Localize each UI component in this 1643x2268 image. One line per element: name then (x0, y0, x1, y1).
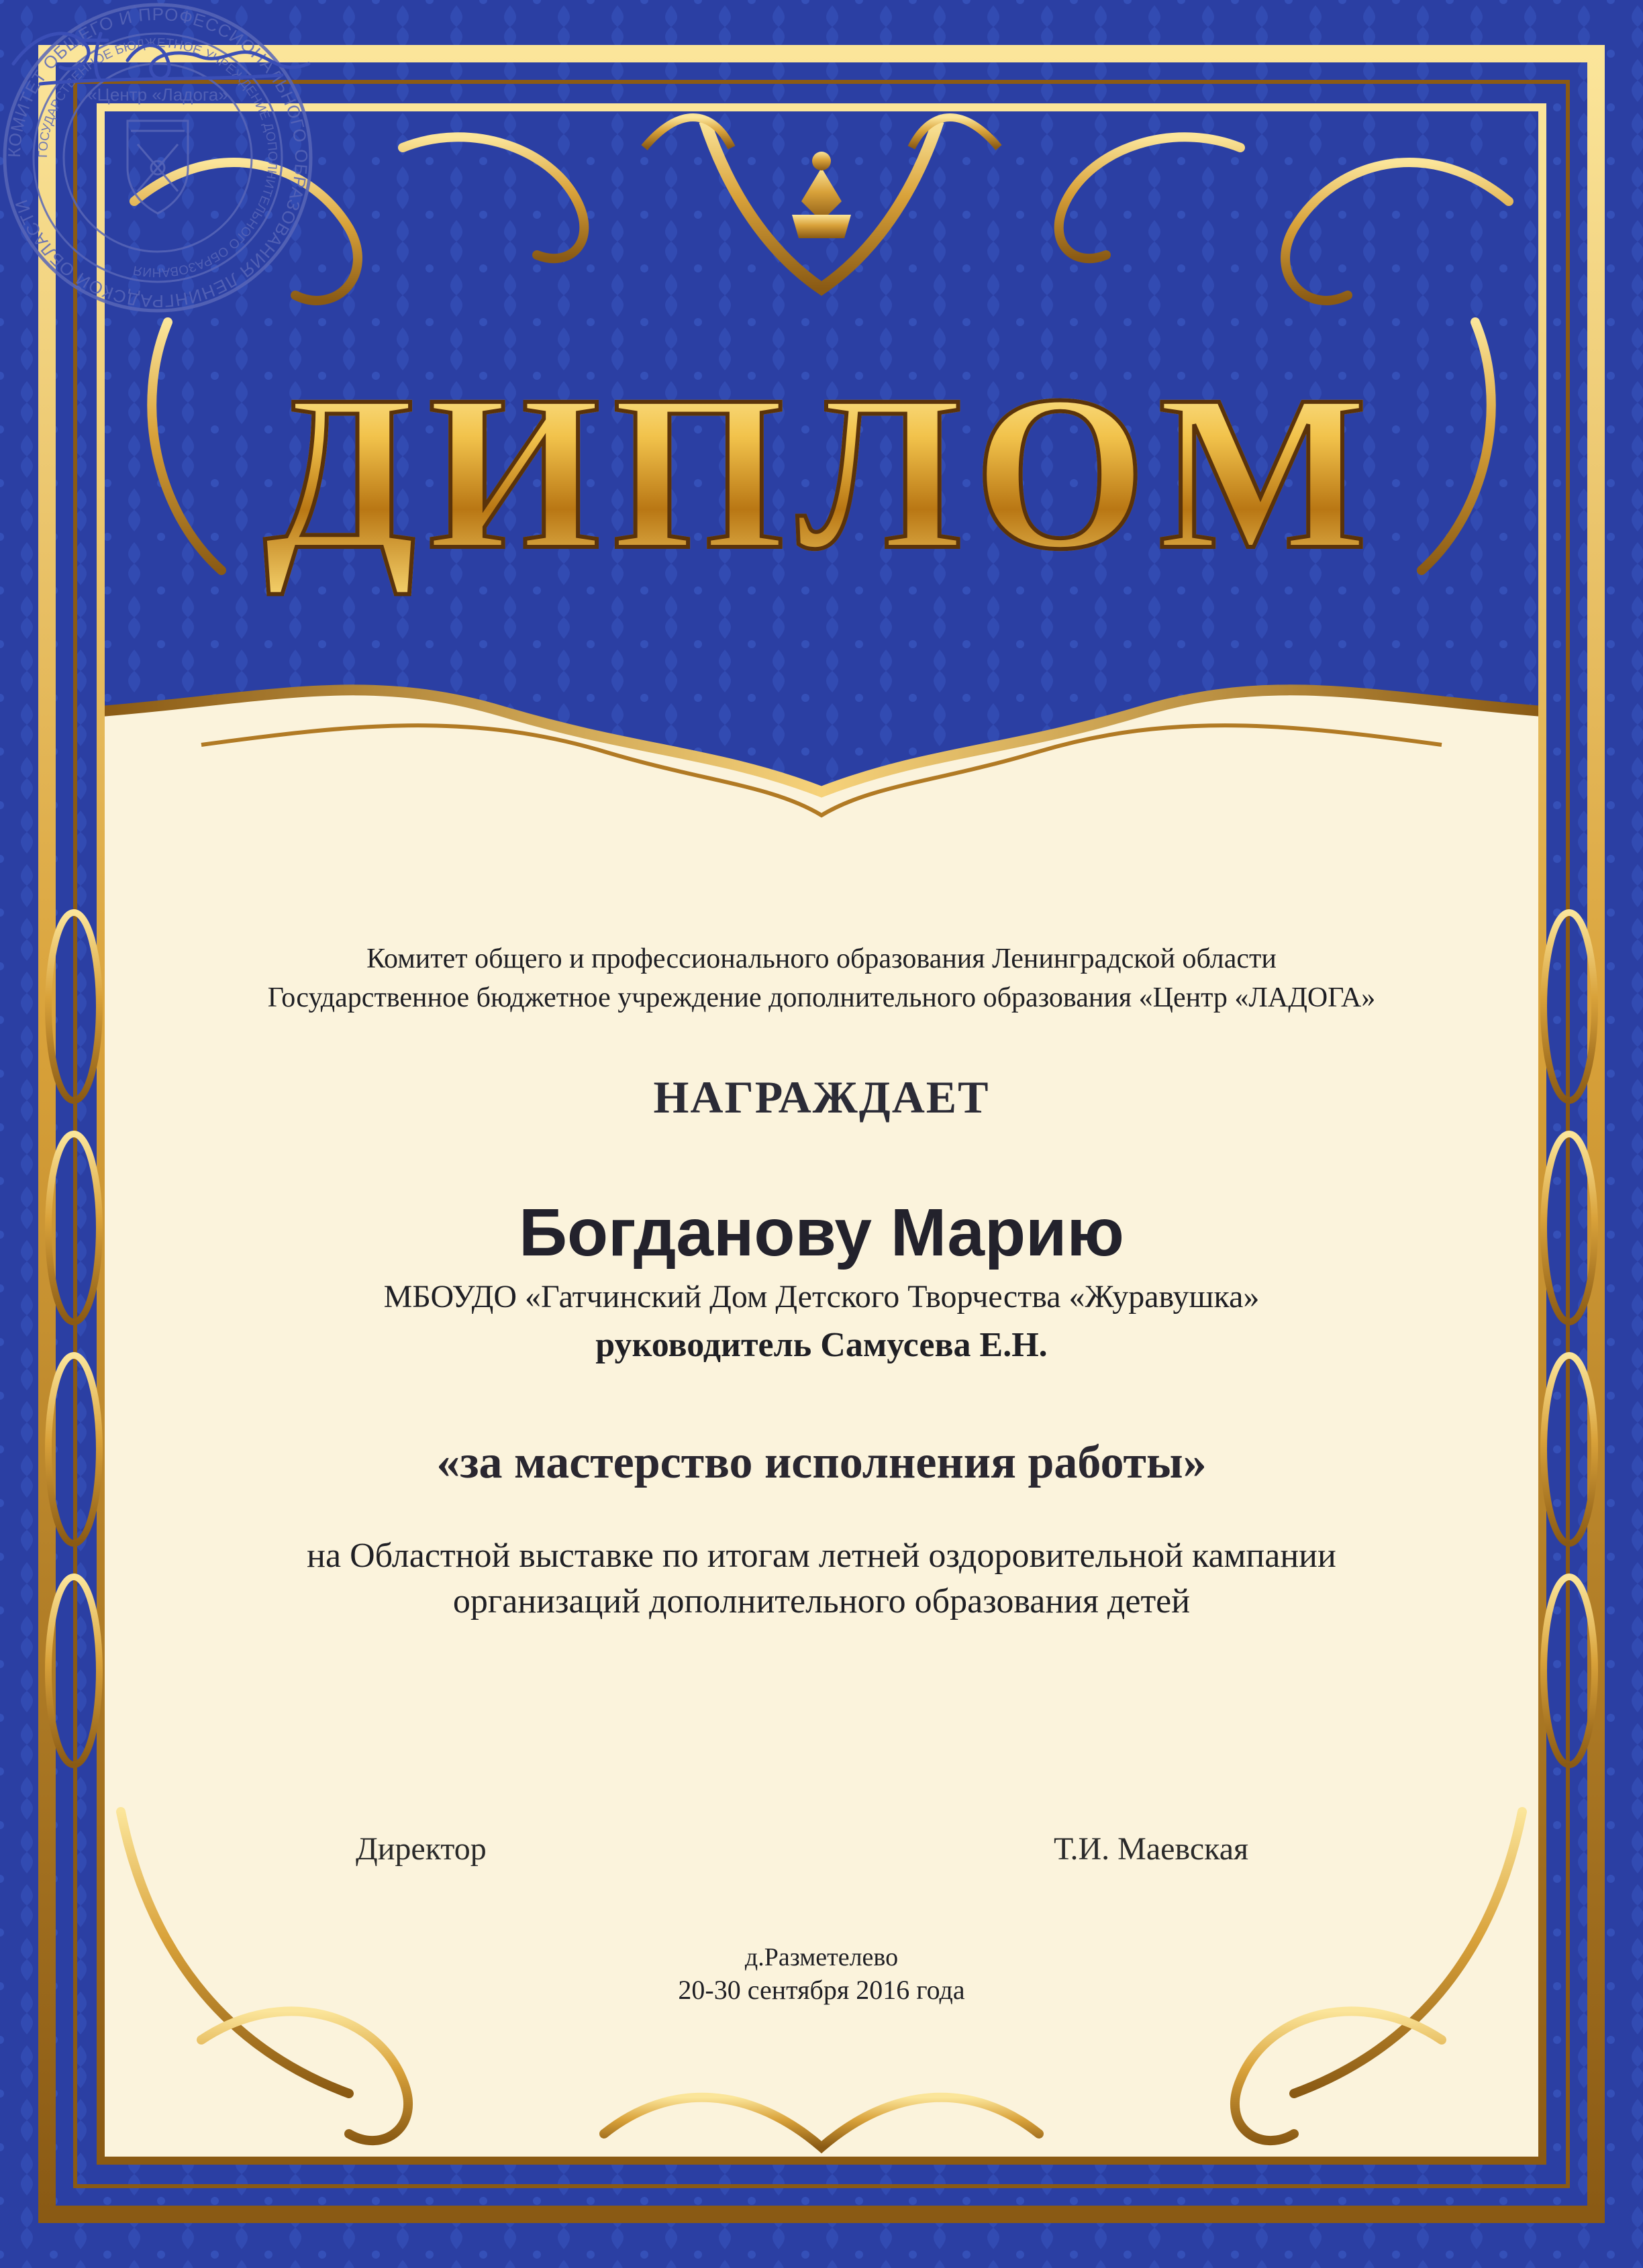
leader-name: руководитель Самусева Е.Н. (595, 1326, 1048, 1364)
event-line-2: организаций дополнительного образования детей (452, 1582, 1191, 1620)
issuing-organization (0, 939, 1643, 1017)
director-name: Т.И. Маевская (1054, 1831, 1249, 1867)
seal-center-text: «Центр «Ладога» (87, 85, 228, 105)
director-label: Директор (356, 1831, 487, 1867)
recipient-name: Богданову Марию (519, 1195, 1124, 1270)
organization-line-1: Комитет общего и профессионального образования Ленинградской области (366, 943, 1277, 974)
director-signature (0, 0, 322, 101)
seal-outer-text: КОМИТЕТ ОБЩЕГО И ПРОФЕССИОНАЛЬНОГО ОБРАЗОВАНИЯ ЛЕНИНГРАДСКОЙ ОБЛАСТИ (3, 3, 312, 312)
seal-inner-text: ГОСУДАРСТВЕННОЕ БЮДЖЕТНОЕ УЧРЕЖДЕНИЕ ДОПОЛНИТЕЛЬНОГО ОБРАЗОВАНИЯ (36, 36, 280, 280)
diploma-title: ДИПЛОМ (263, 350, 1380, 595)
seal-coat-of-arms-icon (128, 121, 188, 213)
event-dates: 20-30 сентября 2016 года (678, 1975, 965, 2005)
event-line-1: на Областной выставке по итогам летней оздоровительной кампании (307, 1537, 1336, 1575)
event-place: д.Разметелево (744, 1943, 899, 1971)
awards-heading: НАГРАЖДАЕТ (653, 1072, 990, 1123)
organization-line-2: Государственное бюджетное учреждение дополнительного образования «Центр «ЛАДОГА» (267, 982, 1376, 1013)
award-reason: «за мастерство исполнения работы» (436, 1437, 1207, 1488)
school-name: МБОУДО «Гатчинский Дом Детского Творчества «Журавушка» (383, 1279, 1260, 1315)
event-description (0, 1533, 1643, 1625)
